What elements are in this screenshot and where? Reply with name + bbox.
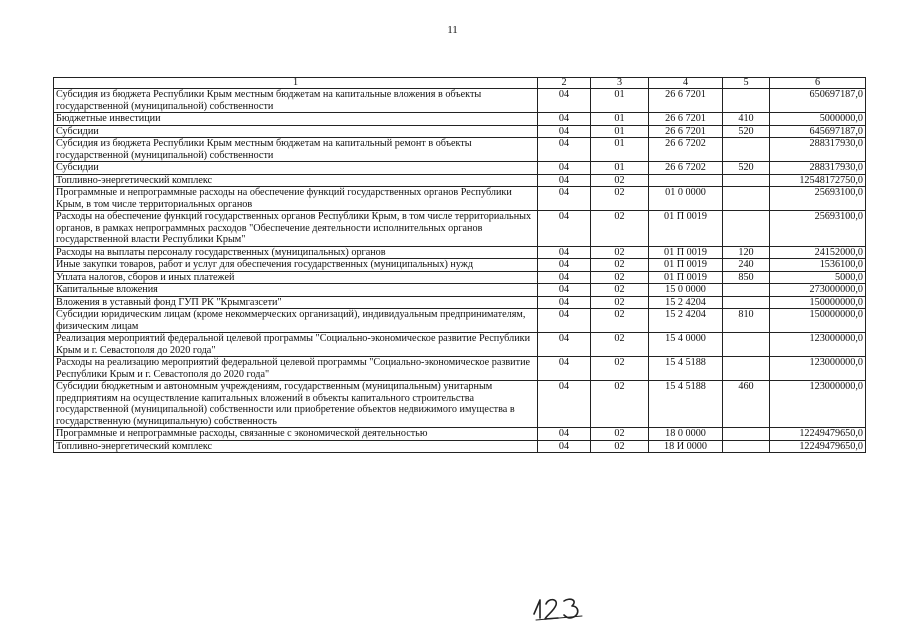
row-subsection-cell: 02 <box>591 428 649 441</box>
budget-table-container <box>53 77 865 453</box>
row-expense-type-cell: 520 <box>723 125 770 138</box>
row-amount-cell: 1536100,0 <box>770 259 866 272</box>
row-target-code-cell: 26 6 7201 <box>649 125 723 138</box>
row-subsection-cell: 02 <box>591 381 649 428</box>
row-section-cell: 04 <box>538 428 591 441</box>
row-name-cell: Топливно-энергетический комплекс <box>54 174 538 187</box>
row-subsection-cell: 01 <box>591 138 649 162</box>
table-row <box>54 187 866 211</box>
table-row <box>54 138 866 162</box>
row-expense-type-cell: 120 <box>723 246 770 259</box>
row-section-cell: 04 <box>538 162 591 175</box>
row-amount-cell: 150000000,0 <box>770 309 866 333</box>
row-expense-type-cell: 850 <box>723 271 770 284</box>
row-name-cell: Субсидии юридическим лицам (кроме некоммерческих организаций), индивидуальным предпринимателям, физическим лицам <box>54 309 538 333</box>
row-target-code-cell: 26 6 7201 <box>649 89 723 113</box>
row-amount-cell: 123000000,0 <box>770 357 866 381</box>
table-row <box>54 162 866 175</box>
row-amount-cell: 288317930,0 <box>770 138 866 162</box>
row-name-cell: Реализация мероприятий федеральной целевой программы "Социально-экономическое развитие Республики Крым и г. Севастополя до 2020 года" <box>54 333 538 357</box>
table-row <box>54 440 866 453</box>
row-subsection-cell: 02 <box>591 246 649 259</box>
row-name-cell: Субсидии бюджетным и автономным учреждениям, государственным (муниципальным) унитарным предприятиям на осуществление капитальных вложений в объекты капитального строительства государственной (муниципальной) собственности или приобретение объектов недвижимого имущества в государственную (муниципальную) собственность <box>54 381 538 428</box>
row-expense-type-cell: 240 <box>723 259 770 272</box>
table-header-row <box>54 78 866 89</box>
row-section-cell: 04 <box>538 259 591 272</box>
row-target-code-cell: 15 4 0000 <box>649 333 723 357</box>
row-amount-cell: 273000000,0 <box>770 284 866 297</box>
row-subsection-cell: 02 <box>591 440 649 453</box>
budget-table <box>53 77 866 453</box>
handwritten-page-number <box>530 592 590 622</box>
header-col-5: 5 <box>723 78 770 89</box>
row-name-cell: Капитальные вложения <box>54 284 538 297</box>
row-expense-type-cell <box>723 357 770 381</box>
row-section-cell: 04 <box>538 271 591 284</box>
row-section-cell: 04 <box>538 381 591 428</box>
table-row <box>54 357 866 381</box>
row-expense-type-cell <box>723 333 770 357</box>
row-subsection-cell: 02 <box>591 187 649 211</box>
table-row <box>54 113 866 126</box>
row-expense-type-cell: 520 <box>723 162 770 175</box>
row-section-cell: 04 <box>538 440 591 453</box>
row-amount-cell: 25693100,0 <box>770 187 866 211</box>
row-expense-type-cell: 810 <box>723 309 770 333</box>
table-row <box>54 259 866 272</box>
row-section-cell: 04 <box>538 187 591 211</box>
table-row <box>54 125 866 138</box>
row-expense-type-cell <box>723 174 770 187</box>
row-subsection-cell: 02 <box>591 211 649 247</box>
row-subsection-cell: 02 <box>591 309 649 333</box>
row-expense-type-cell: 410 <box>723 113 770 126</box>
row-expense-type-cell: 460 <box>723 381 770 428</box>
row-subsection-cell: 02 <box>591 284 649 297</box>
row-name-cell: Субсидия из бюджета Республики Крым местным бюджетам на капитальные вложения в объекты государственной (муниципальной) собственности <box>54 89 538 113</box>
row-target-code-cell: 01 П 0019 <box>649 211 723 247</box>
row-name-cell: Бюджетные инвестиции <box>54 113 538 126</box>
table-row <box>54 211 866 247</box>
row-subsection-cell: 02 <box>591 296 649 309</box>
row-expense-type-cell <box>723 89 770 113</box>
table-row <box>54 284 866 297</box>
row-section-cell: 04 <box>538 138 591 162</box>
row-name-cell: Расходы на выплаты персоналу государственных (муниципальных) органов <box>54 246 538 259</box>
header-col-1: 1 <box>54 78 538 89</box>
row-amount-cell: 123000000,0 <box>770 381 866 428</box>
table-body <box>54 89 866 453</box>
row-name-cell: Программные и непрограммные расходы, связанные с экономической деятельностью <box>54 428 538 441</box>
row-name-cell: Субсидии <box>54 162 538 175</box>
row-amount-cell: 12249479650,0 <box>770 440 866 453</box>
row-expense-type-cell <box>723 187 770 211</box>
row-section-cell: 04 <box>538 357 591 381</box>
row-amount-cell: 5000,0 <box>770 271 866 284</box>
row-section-cell: 04 <box>538 211 591 247</box>
row-amount-cell: 12548172750,0 <box>770 174 866 187</box>
row-target-code-cell: 01 0 0000 <box>649 187 723 211</box>
row-amount-cell: 150000000,0 <box>770 296 866 309</box>
row-name-cell: Иные закупки товаров, работ и услуг для обеспечения государственных (муниципальных) нужд <box>54 259 538 272</box>
row-amount-cell: 25693100,0 <box>770 211 866 247</box>
table-row <box>54 309 866 333</box>
row-amount-cell: 24152000,0 <box>770 246 866 259</box>
row-amount-cell: 288317930,0 <box>770 162 866 175</box>
row-expense-type-cell <box>723 284 770 297</box>
row-section-cell: 04 <box>538 284 591 297</box>
row-target-code-cell <box>649 174 723 187</box>
row-target-code-cell: 26 6 7201 <box>649 113 723 126</box>
row-subsection-cell: 02 <box>591 174 649 187</box>
row-target-code-cell: 18 0 0000 <box>649 428 723 441</box>
row-expense-type-cell <box>723 440 770 453</box>
row-target-code-cell: 15 2 4204 <box>649 309 723 333</box>
header-col-3: 3 <box>591 78 649 89</box>
table-row <box>54 174 866 187</box>
row-section-cell: 04 <box>538 125 591 138</box>
row-subsection-cell: 01 <box>591 162 649 175</box>
row-subsection-cell: 02 <box>591 357 649 381</box>
row-name-cell: Уплата налогов, сборов и иных платежей <box>54 271 538 284</box>
row-section-cell: 04 <box>538 89 591 113</box>
row-amount-cell: 123000000,0 <box>770 333 866 357</box>
table-row <box>54 246 866 259</box>
row-subsection-cell: 01 <box>591 125 649 138</box>
table-row <box>54 271 866 284</box>
row-subsection-cell: 02 <box>591 271 649 284</box>
row-section-cell: 04 <box>538 309 591 333</box>
header-col-2: 2 <box>538 78 591 89</box>
row-subsection-cell: 02 <box>591 333 649 357</box>
row-expense-type-cell <box>723 211 770 247</box>
header-col-4: 4 <box>649 78 723 89</box>
row-expense-type-cell <box>723 428 770 441</box>
row-name-cell: Расходы на реализацию мероприятий федеральной целевой программы "Социально-экономическое развитие Республики Крым и г. Севастополя до 2020 года" <box>54 357 538 381</box>
table-row <box>54 296 866 309</box>
row-target-code-cell: 18 И 0000 <box>649 440 723 453</box>
row-target-code-cell: 15 4 5188 <box>649 357 723 381</box>
row-target-code-cell: 15 4 5188 <box>649 381 723 428</box>
row-target-code-cell: 01 П 0019 <box>649 259 723 272</box>
row-subsection-cell: 01 <box>591 113 649 126</box>
table-row <box>54 333 866 357</box>
row-name-cell: Вложения в уставный фонд ГУП РК "Крымгазсети" <box>54 296 538 309</box>
row-subsection-cell: 02 <box>591 259 649 272</box>
row-name-cell: Топливно-энергетический комплекс <box>54 440 538 453</box>
row-target-code-cell: 26 6 7202 <box>649 162 723 175</box>
header-col-6: 6 <box>770 78 866 89</box>
row-name-cell: Расходы на обеспечение функций государственных органов Республики Крым, в том числе территориальных органов, в рамках непрограммных расходов "Обеспечение деятельности исполнительных органов государственной власти Республики Крым" <box>54 211 538 247</box>
row-name-cell: Программные и непрограммные расходы на обеспечение функций государственных органов Республики Крым, в том числе территориальных органов <box>54 187 538 211</box>
row-name-cell: Субсидия из бюджета Республики Крым местным бюджетам на капитальный ремонт в объекты государственной (муниципальной) собственности <box>54 138 538 162</box>
row-target-code-cell: 15 0 0000 <box>649 284 723 297</box>
row-section-cell: 04 <box>538 113 591 126</box>
row-expense-type-cell <box>723 296 770 309</box>
row-name-cell: Субсидии <box>54 125 538 138</box>
table-row <box>54 428 866 441</box>
row-amount-cell: 645697187,0 <box>770 125 866 138</box>
row-target-code-cell: 15 2 4204 <box>649 296 723 309</box>
row-amount-cell: 12249479650,0 <box>770 428 866 441</box>
row-section-cell: 04 <box>538 333 591 357</box>
row-target-code-cell: 01 П 0019 <box>649 271 723 284</box>
row-target-code-cell: 26 6 7202 <box>649 138 723 162</box>
row-amount-cell: 5000000,0 <box>770 113 866 126</box>
row-target-code-cell: 01 П 0019 <box>649 246 723 259</box>
row-section-cell: 04 <box>538 174 591 187</box>
table-row <box>54 381 866 428</box>
row-expense-type-cell <box>723 138 770 162</box>
row-section-cell: 04 <box>538 296 591 309</box>
row-amount-cell: 650697187,0 <box>770 89 866 113</box>
page-number: 11 <box>447 24 458 36</box>
table-row <box>54 89 866 113</box>
row-section-cell: 04 <box>538 246 591 259</box>
row-subsection-cell: 01 <box>591 89 649 113</box>
